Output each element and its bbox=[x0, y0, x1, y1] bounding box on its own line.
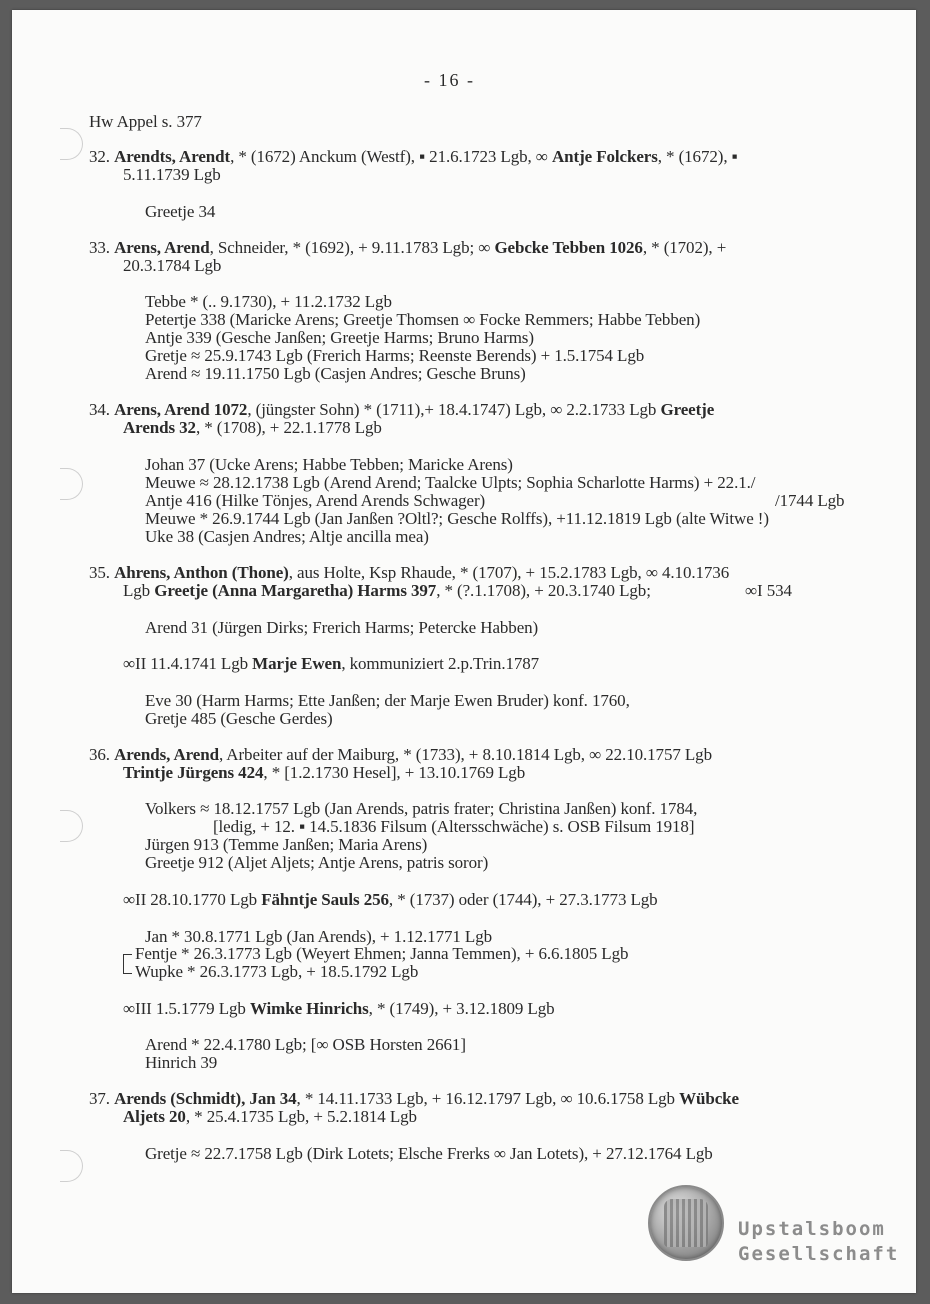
entry-32-line-1: 32. Arendts, Arendt, * (1672) Anckum (Westf), ▪ 21.6.1723 Lgb, ∞ Antje Folckers, * (1672), ▪ bbox=[89, 147, 738, 166]
entry-34-line-1: 34. Arens, Arend 1072, (jüngster Sohn) * (1711),+ 18.4.1747) Lgb, ∞ 2.2.1733 Lgb Greetje bbox=[89, 400, 715, 419]
entry-36-child: Jürgen 913 (Temme Janßen; Maria Arens) bbox=[145, 835, 428, 854]
entry-33-child: Tebbe * (.. 9.1730), + 11.2.1732 Lgb bbox=[145, 292, 392, 311]
entry-37-spouse: Wübcke bbox=[679, 1089, 739, 1108]
entry-36-spouse: Trintje Jürgens 424 bbox=[123, 763, 264, 782]
entry-34-name: Arens, Arend 1072 bbox=[114, 400, 248, 419]
page-number: - 16 - bbox=[424, 70, 475, 90]
seal-logo bbox=[648, 1185, 724, 1261]
punch-hole bbox=[60, 128, 83, 160]
entry-37-line-2: Aljets 20, * 25.4.1735 Lgb, + 5.2.1814 Lgb bbox=[123, 1107, 417, 1126]
entry-36-line-1: 36. Arends, Arend, Arbeiter auf der Maiburg, * (1733), + 8.10.1814 Lgb, ∞ 22.10.1757 Lgb bbox=[89, 745, 712, 764]
entry-35-name: Ahrens, Anthon (Thone) bbox=[114, 563, 289, 582]
entry-34-line-2: Arends 32, * (1708), + 22.1.1778 Lgb bbox=[123, 418, 382, 437]
entry-34-spouse: Greetje bbox=[660, 400, 715, 419]
entry-36-child: Arend * 22.4.1780 Lgb; [∞ OSB Horsten 2661] bbox=[145, 1035, 466, 1054]
entry-34-child: Meuwe * 26.9.1744 Lgb (Jan Janßen ?Oltl?; Gesche Rolffs), +11.12.1819 Lgb (alte Witwe !) bbox=[145, 509, 769, 528]
entry-36-child: Hinrich 39 bbox=[145, 1053, 218, 1072]
entry-34-child: Antje 416 (Hilke Tönjes, Arend Arends Schwager) bbox=[145, 491, 486, 510]
brand-name-line-2: Gesellschaft bbox=[738, 1243, 900, 1265]
brand-name-line-1: Upstalsboom bbox=[738, 1218, 886, 1240]
entry-35-child: Gretje 485 (Gesche Gerdes) bbox=[145, 709, 333, 728]
entry-34-overflow-date: /1744 Lgb bbox=[775, 491, 845, 510]
entry-36-third-marriage: ∞III 1.5.1779 Lgb Wimke Hinrichs, * (1749), + 3.12.1809 Lgb bbox=[123, 999, 555, 1018]
entry-32-child: Greetje 34 bbox=[145, 202, 216, 221]
punch-hole bbox=[60, 468, 83, 500]
entry-32-name: Arendts, Arendt bbox=[114, 147, 231, 166]
entry-35-spouse: Greetje (Anna Margaretha) Harms 397 bbox=[154, 581, 437, 600]
entry-32-line-2: 5.11.1739 Lgb bbox=[123, 165, 221, 184]
punch-hole bbox=[60, 810, 83, 842]
entry-37-name: Arends (Schmidt), Jan 34 bbox=[114, 1089, 297, 1108]
twins-bracket bbox=[123, 954, 132, 974]
entry-33-line-2: 20.3.1784 Lgb bbox=[123, 256, 222, 275]
entry-35-child: Arend 31 (Jürgen Dirks; Frerich Harms; Petercke Habben) bbox=[145, 618, 539, 637]
entry-32-spouse: Antje Folckers bbox=[551, 147, 658, 166]
punch-hole bbox=[60, 1150, 83, 1182]
entry-36-child: Volkers ≈ 18.12.1757 Lgb (Jan Arends, patris frater; Christina Janßen) konf. 1784, bbox=[145, 799, 698, 818]
entry-36-line-2: Trintje Jürgens 424, * [1.2.1730 Hesel], + 13.10.1769 Lgb bbox=[123, 763, 526, 782]
entry-36-child: Wupke * 26.3.1773 Lgb, + 18.5.1792 Lgb bbox=[135, 962, 419, 981]
entry-37-child: Gretje ≈ 22.7.1758 Lgb (Dirk Lotets; Elsche Frerks ∞ Jan Lotets), + 27.12.1764 Lgb bbox=[145, 1144, 713, 1163]
entry-33-child: Antje 339 (Gesche Janßen; Greetje Harms; Bruno Harms) bbox=[145, 328, 534, 347]
entry-33-child: Arend ≈ 19.11.1750 Lgb (Casjen Andres; Gesche Bruns) bbox=[145, 364, 526, 383]
entry-34-child: Johan 37 (Ucke Arens; Habbe Tebben; Maricke Arens) bbox=[145, 455, 513, 474]
entry-36-child: Fentje * 26.3.1773 Lgb (Weyert Ehmen; Janna Temmen), + 6.6.1805 Lgb bbox=[135, 944, 629, 963]
entry-33-child: Gretje ≈ 25.9.1743 Lgb (Frerich Harms; Reenste Berends) + 1.5.1754 Lgb bbox=[145, 346, 645, 365]
entry-35-line-1: 35. Ahrens, Anthon (Thone), aus Holte, Ksp Rhaude, * (1707), + 15.2.1783 Lgb, ∞ 4.10.1736 bbox=[89, 563, 730, 582]
entry-34-child: Uke 38 (Casjen Andres; Altje ancilla mea) bbox=[145, 527, 429, 546]
entry-33-line-1: 33. Arens, Arend, Schneider, * (1692), + 9.11.1783 Lgb; ∞ Gebcke Tebben 1026, * (1702), + bbox=[89, 238, 727, 257]
entry-36-child: Jan * 30.8.1771 Lgb (Jan Arends), + 1.12.1771 Lgb bbox=[145, 927, 493, 946]
entry-35-second-marriage: ∞II 11.4.1741 Lgb Marje Ewen, kommuniziert 2.p.Trin.1787 bbox=[123, 654, 540, 673]
entry-33-name: Arens, Arend bbox=[114, 238, 210, 257]
header-reference: Hw Appel s. 377 bbox=[89, 112, 202, 131]
entry-35-child: Eve 30 (Harm Harms; Ette Janßen; der Marje Ewen Bruder) konf. 1760, bbox=[145, 691, 630, 710]
entry-36-second-marriage: ∞II 28.10.1770 Lgb Fähntje Sauls 256, * (1737) oder (1744), + 27.3.1773 Lgb bbox=[123, 890, 658, 909]
entry-35-reference: ∞I 534 bbox=[745, 581, 792, 600]
entry-33-child: Petertje 338 (Maricke Arens; Greetje Thomsen ∞ Focke Remmers; Habbe Tebben) bbox=[145, 310, 701, 329]
entry-36-name: Arends, Arend bbox=[114, 745, 219, 764]
entry-36-child-note: [ledig, + 12. ▪ 14.5.1836 Filsum (Altersschwäche) s. OSB Filsum 1918] bbox=[213, 817, 695, 836]
entry-33-spouse: Gebcke Tebben 1026 bbox=[494, 238, 643, 257]
entry-34-child: Meuwe ≈ 28.12.1738 Lgb (Arend Arend; Taalcke Ulpts; Sophia Scharlotte Harms) + 22.1./ bbox=[145, 473, 756, 492]
entry-37-line-1: 37. Arends (Schmidt), Jan 34, * 14.11.1733 Lgb, + 16.12.1797 Lgb, ∞ 10.6.1758 Lgb Wübcke bbox=[89, 1089, 739, 1108]
entry-35-line-2: Lgb Greetje (Anna Margaretha) Harms 397, * (?.1.1708), + 20.3.1740 Lgb; bbox=[123, 581, 651, 600]
entry-36-child: Greetje 912 (Aljet Aljets; Antje Arens, patris soror) bbox=[145, 853, 489, 872]
